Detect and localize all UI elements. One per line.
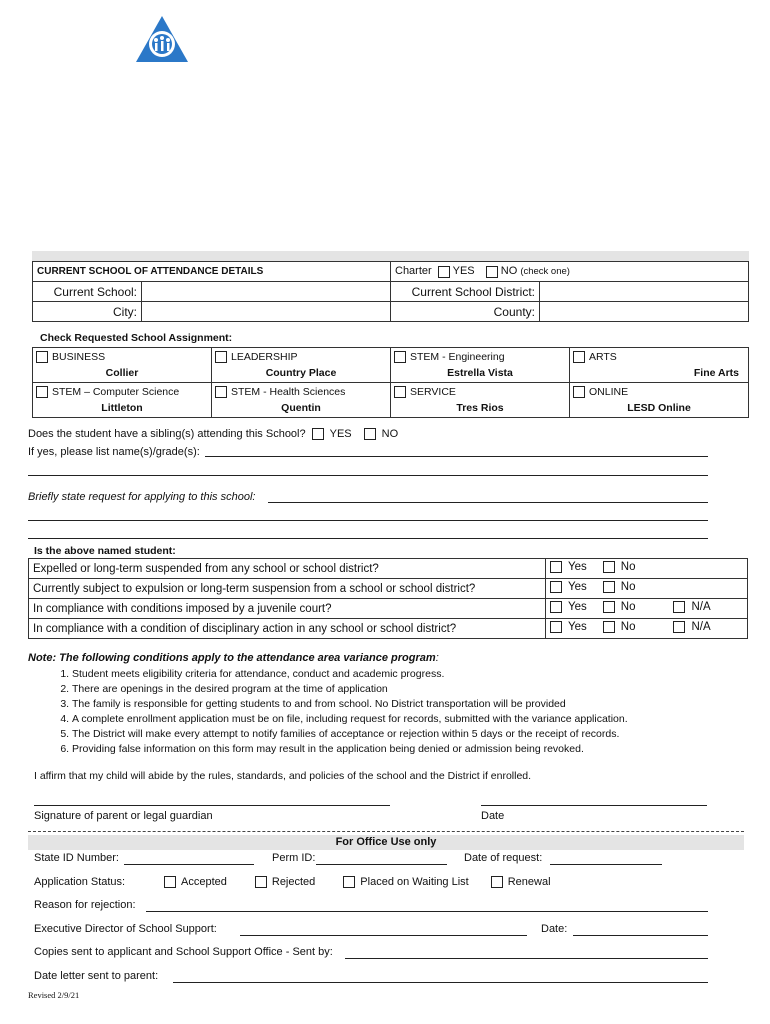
- status-row: [34, 876, 551, 888]
- attendance-header: CURRENT SCHOOL OF ATTENDANCE DETAILS: [33, 262, 391, 282]
- q4-na-checkbox[interactable]: [673, 621, 685, 633]
- sibling-line-2[interactable]: [28, 475, 708, 476]
- question-text: Expelled or long-term suspended from any school or school district?: [29, 559, 546, 579]
- note-item: 3. The family is responsible for getting students to and from school. No District transportation will be provided: [72, 698, 770, 711]
- option-school: LESD Online: [627, 402, 691, 414]
- stem-engineering-checkbox[interactable]: [394, 351, 406, 363]
- office-divider: [28, 831, 744, 832]
- copies-label: Copies sent to applicant and School Support Office - Sent by:: [34, 946, 333, 958]
- option-program: BUSINESS: [52, 350, 106, 363]
- signature-date-label: Date: [481, 810, 505, 822]
- option-school: Country Place: [265, 367, 337, 379]
- note-item: 6. Providing false information on this form may result in the application being denied or admission being revoked.: [72, 743, 770, 756]
- option-business[interactable]: [33, 348, 212, 383]
- q2-no-checkbox[interactable]: [603, 581, 615, 593]
- option-school: Littleton: [101, 402, 143, 414]
- sibling-yes-checkbox[interactable]: [312, 428, 324, 440]
- option-program: SERVICE: [410, 385, 456, 398]
- q3-no-checkbox[interactable]: [603, 601, 615, 613]
- note-title-text: Note: The following conditions apply to the attendance area variance program: [28, 652, 436, 664]
- yes-label: Yes: [568, 561, 587, 573]
- note-colon: :: [435, 652, 439, 664]
- note-item: 5. The District will make every attempt to notify families of acceptance or rejection within 5 days or the receipt of records.: [72, 728, 770, 741]
- no-label: No: [620, 621, 636, 633]
- q1-no-checkbox[interactable]: [603, 561, 615, 573]
- date-request-field[interactable]: [550, 864, 662, 865]
- request-line-3[interactable]: [28, 538, 708, 539]
- state-id-field[interactable]: [124, 864, 254, 865]
- yes-label: Yes: [568, 621, 587, 633]
- question-text: Currently subject to expulsion or long-term suspension from a school or school district?: [29, 579, 546, 599]
- district-label: Current School District:: [391, 282, 540, 302]
- no-label: No: [620, 581, 636, 593]
- option-stem-health[interactable]: [212, 383, 391, 418]
- signature-label: Signature of parent or legal guardian: [34, 810, 213, 822]
- affirm-text: I affirm that my child will abide by the rules, standards, and policies of the school and the District if enrolled.: [34, 770, 532, 782]
- date-request-label: Date of request:: [464, 852, 543, 864]
- business-checkbox[interactable]: [36, 351, 48, 363]
- sibling-question-row: [28, 428, 398, 440]
- yes-label: Yes: [568, 581, 587, 593]
- question-text: In compliance with conditions imposed by a juvenile court?: [29, 599, 546, 619]
- sibling-no-label: NO: [381, 428, 399, 440]
- option-school: Tres Rios: [456, 402, 504, 414]
- assignment-heading: Check Requested School Assignment:: [40, 332, 233, 344]
- state-id-label: State ID Number:: [34, 852, 119, 864]
- charter-yes-label: YES: [452, 265, 475, 278]
- answer-cell: [546, 579, 748, 599]
- director-field[interactable]: [240, 935, 527, 936]
- q3-na-checkbox[interactable]: [673, 601, 685, 613]
- county-label: County:: [391, 302, 540, 322]
- option-stem-engineering[interactable]: [391, 348, 570, 383]
- status-label: Application Status:: [34, 876, 126, 888]
- status-option: Accepted: [181, 876, 227, 888]
- sibling-yes-label: YES: [329, 428, 352, 440]
- city-label: City:: [33, 302, 142, 322]
- letter-field[interactable]: [173, 982, 708, 983]
- charter-row: [391, 262, 749, 282]
- director-date-field[interactable]: [573, 935, 708, 936]
- current-school-field[interactable]: [142, 282, 391, 302]
- perm-id-label: Perm ID:: [272, 852, 316, 864]
- student-question-table: [28, 558, 748, 639]
- note-item: 2. There are openings in the desired program at the time of application: [72, 683, 770, 696]
- director-date-label: Date:: [541, 923, 568, 935]
- request-line-2[interactable]: [28, 520, 708, 521]
- answer-cell: [546, 619, 748, 639]
- reason-label: Reason for rejection:: [34, 899, 136, 911]
- option-program: STEM - Engineering: [410, 350, 505, 363]
- answer-cell: [546, 599, 748, 619]
- note-item: 4. A complete enrollment application must be on file, including request for records, submitted with the variance application.: [72, 713, 770, 726]
- check-one-note: (check one): [520, 266, 570, 278]
- signature-line[interactable]: [34, 805, 390, 806]
- option-school: Quentin: [281, 402, 321, 414]
- revised-date: Revised 2/9/21: [28, 990, 80, 1000]
- option-school: Collier: [105, 367, 139, 379]
- request-line-1[interactable]: [268, 502, 708, 503]
- option-arts[interactable]: [570, 348, 749, 383]
- no-label: No: [620, 561, 636, 573]
- perm-id-field[interactable]: [316, 864, 447, 865]
- accepted-checkbox[interactable]: [164, 876, 176, 888]
- city-field[interactable]: [142, 302, 391, 322]
- arts-checkbox[interactable]: [573, 351, 585, 363]
- header-band: [32, 251, 749, 261]
- yes-label: Yes: [568, 601, 587, 613]
- option-program: STEM – Computer Science: [52, 385, 180, 398]
- note-list: [28, 668, 770, 758]
- sibling-question: Does the student have a sibling(s) attending this School?: [28, 428, 306, 440]
- student-heading: Is the above named student:: [34, 545, 176, 557]
- current-school-label: Current School:: [33, 282, 142, 302]
- charter-no-checkbox[interactable]: [486, 266, 498, 278]
- district-logo: [134, 14, 190, 64]
- office-title: For Office Use only: [28, 835, 744, 850]
- no-label: No: [620, 601, 636, 613]
- option-stem-computer-science[interactable]: [33, 383, 212, 418]
- q3-yes-checkbox[interactable]: [550, 601, 562, 613]
- q4-yes-checkbox[interactable]: [550, 621, 562, 633]
- sibling-line-1[interactable]: [205, 456, 708, 457]
- charter-label: Charter: [395, 265, 432, 278]
- service-checkbox[interactable]: [394, 386, 406, 398]
- sibling-no-checkbox[interactable]: [364, 428, 376, 440]
- copies-field[interactable]: [345, 958, 708, 959]
- q2-yes-checkbox[interactable]: [550, 581, 562, 593]
- stem-health-checkbox[interactable]: [215, 386, 227, 398]
- status-option: Placed on Waiting List: [360, 876, 469, 888]
- question-text: In compliance with a condition of disciplinary action in any school or school district?: [29, 619, 546, 639]
- reason-field[interactable]: [146, 911, 708, 912]
- stem-cs-checkbox[interactable]: [36, 386, 48, 398]
- status-option: Renewal: [507, 876, 551, 888]
- option-program: LEADERSHIP: [231, 350, 298, 363]
- request-label: Briefly state request for applying to this school:: [28, 491, 256, 503]
- rejected-checkbox[interactable]: [255, 876, 267, 888]
- signature-date-line[interactable]: [481, 805, 707, 806]
- attendance-table: [32, 261, 749, 322]
- charter-yes-checkbox[interactable]: [438, 266, 450, 278]
- sibling-list-label: If yes, please list name(s)/grade(s):: [28, 446, 200, 458]
- school-assignment-grid: [32, 347, 749, 418]
- renewal-checkbox[interactable]: [491, 876, 503, 888]
- option-school: Estrella Vista: [447, 367, 513, 379]
- na-label: N/A: [691, 601, 711, 613]
- county-field[interactable]: [540, 302, 749, 322]
- option-online[interactable]: [570, 383, 749, 418]
- leadership-checkbox[interactable]: [215, 351, 227, 363]
- option-service[interactable]: [391, 383, 570, 418]
- district-field[interactable]: [540, 282, 749, 302]
- note-title: [28, 652, 439, 664]
- q4-no-checkbox[interactable]: [603, 621, 615, 633]
- note-item: 1. Student meets eligibility criteria for attendance, conduct and academic progress.: [72, 668, 770, 681]
- status-option: Rejected: [271, 876, 316, 888]
- letter-label: Date letter sent to parent:: [34, 970, 159, 982]
- option-program: ARTS: [589, 350, 617, 363]
- option-school: Fine Arts: [693, 367, 739, 379]
- charter-no-label: NO: [500, 265, 518, 278]
- waiting-list-checkbox[interactable]: [343, 876, 355, 888]
- answer-cell: [546, 559, 748, 579]
- na-label: N/A: [691, 621, 711, 633]
- q1-yes-checkbox[interactable]: [550, 561, 562, 573]
- online-checkbox[interactable]: [573, 386, 585, 398]
- director-label: Executive Director of School Support:: [34, 923, 217, 935]
- option-leadership[interactable]: [212, 348, 391, 383]
- option-program: STEM - Health Sciences: [231, 385, 346, 398]
- option-program: ONLINE: [589, 385, 629, 398]
